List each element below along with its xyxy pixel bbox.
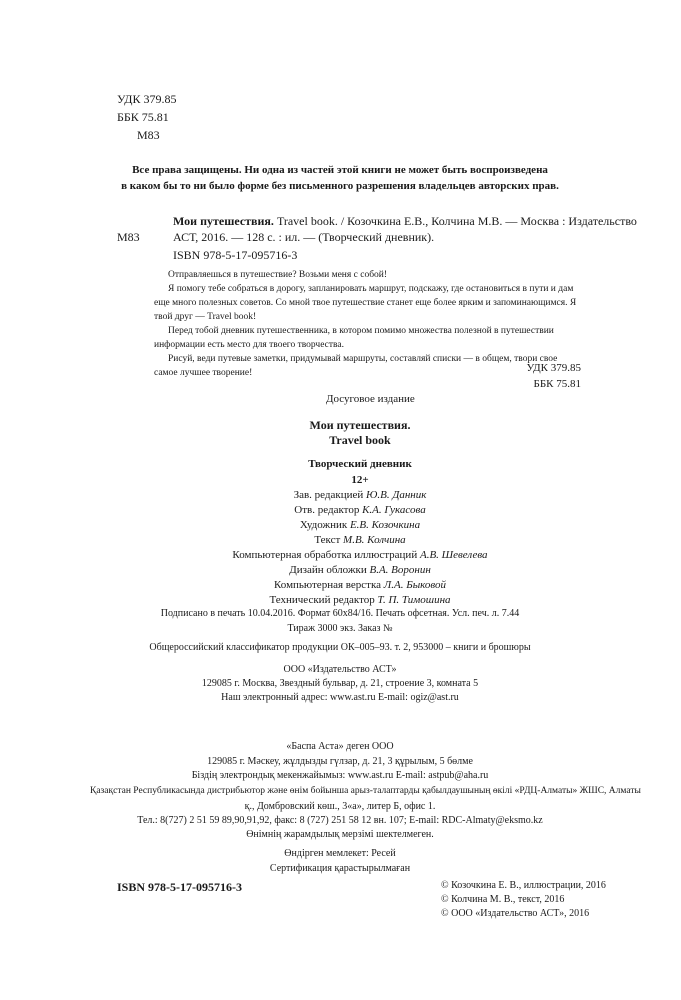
copyright-line: © ООО «Издательство АСТ», 2016 (441, 908, 590, 919)
kz-certification: Сертификация қарастырылмаған (269, 863, 411, 874)
edition-type: Досуговое издание (326, 393, 415, 405)
kz-distributor-line-2: қ., Домбровский көш., 3«а», литер Б, офис 1. (244, 801, 436, 812)
bibliographic-line-1 (173, 214, 637, 229)
kz-shelf-life: Өнімнің жарамдылық мерзімі шектелмеген. (246, 829, 434, 840)
bibliographic-isbn: ISBN 978-5-17-095716-3 (173, 248, 298, 262)
right-bbk-code: ББК 75.81 (533, 378, 581, 390)
series-name: Творческий дневник (308, 458, 412, 470)
credit-line: Технический редактор Т. П. Тимошина (269, 594, 451, 606)
rights-notice-line-1: Все права защищены. Ни одна из частей этой книги не может быть воспроизведена (132, 164, 548, 176)
bibliographic-line-2: АСТ, 2016. — 128 с. : ил. — (Творческий дневник). (173, 230, 435, 244)
udk-code: УДК 379.85 (117, 92, 177, 106)
credit-line: Текст М.В. Колчина (314, 534, 406, 546)
age-rating: 12+ (351, 474, 369, 486)
kz-publisher-name: «Баспа Аста» деген ООО (286, 741, 394, 752)
credits-list (160, 488, 560, 608)
publisher-address: 129085 г. Москва, Звездный бульвар, д. 21, строение 3, комната 5 (201, 678, 479, 689)
annotation-paragraph: Отправляешься в путешествие? Возьми меня с собой! (168, 270, 388, 280)
book-title-line-2: Travel book (329, 433, 391, 447)
credit-line: Художник Е.В. Козочкина (299, 519, 421, 531)
bibliographic-authors: Travel book. / Козочкина Е.В., Колчина М.В. — Москва : Издательство (273, 214, 637, 228)
book-title-line-1: Мои путешествия. (309, 418, 411, 432)
right-udk-code: УДК 379.85 (526, 362, 581, 374)
print-signed-line: Подписано в печать 10.04.2016. Формат 60x84/16. Печать офсетная. Усл. печ. л. 7.44 (160, 608, 520, 619)
credit-line: Дизайн обложки В.А. Воронин (289, 564, 431, 576)
print-run-line: Тираж 3000 экз. Заказ № (287, 623, 393, 634)
kz-publisher-address: 129085 г. Мәскеу, жұлдызды гүлзар, д. 21, 3 құрылым, 5 бөлме (207, 756, 473, 767)
credit-line: Компьютерная верстка Л.А. Быковой (273, 579, 446, 591)
copyright-line: © Козочкина Е. В., иллюстрации, 2016 (441, 880, 606, 891)
kz-country: Өндірген мемлекет: Ресей (284, 848, 396, 859)
kz-publisher-web: Біздің электрондық мекенжайымыз: www.ast.ru E-mail: astpub@aha.ru (191, 770, 489, 781)
bibliographic-title: Мои путешествия. (173, 214, 274, 228)
credit-line: Зав. редакцией Ю.В. Данник (293, 489, 427, 501)
rights-notice-line-2: в каком бы то ни было форме без письменного разрешения владельцев авторских прав. (121, 180, 559, 192)
footer-isbn: ISBN 978-5-17-095716-3 (117, 880, 242, 894)
credit-line: Отв. редактор К.А. Гукасова (294, 504, 426, 516)
annotation-paragraph: Перед тобой дневник путешественника, в котором помимо множества полезной в путешествии информации есть место для твоего творчества. (154, 326, 554, 350)
bbk-code: ББК 75.81 (117, 110, 169, 124)
kz-distributor-line-1: Қазақстан Республикасында дистрибьютор және өнім бойынша арыз-талаптарды қабылдаушының өкілі «РДЦ-Алматы» ЖШС, Алматы (90, 786, 641, 796)
credit-line: Компьютерная обработка иллюстраций А.В. Шевелева (232, 549, 488, 561)
publisher-web: Наш электронный адрес: www.ast.ru E-mail: ogiz@ast.ru (221, 692, 459, 703)
author-mark: М83 (137, 128, 160, 142)
annotation (154, 268, 580, 380)
annotation-paragraph: Я помогу тебе собраться в дорогу, запланировать маршрут, подскажу, где остановиться в пути и дам еще много полезных советов. Со мной твое путешествие станет еще более ярким и запоминающимся. Я твой друг — Travel book! (154, 284, 577, 322)
kz-contacts: Тел.: 8(727) 2 51 59 89,90,91,92, факс: 8 (727) 251 58 12 вн. 107; E-mail: RDC-Almaty@eksmo.kz (137, 815, 543, 826)
product-classifier: Общероссийский классификатор продукции ОК–005–93. т. 2, 953000 – книги и брошюры (149, 642, 531, 653)
annotation-paragraph: Рисуй, веди путевые заметки, придумывай маршруты, составляй списки — в общем, твори свое самое лучшее творение! (154, 354, 558, 378)
copyright-line: © Колчина М. В., текст, 2016 (441, 894, 565, 905)
publisher-name: ООО «Издательство АСТ» (283, 664, 397, 675)
bibliographic-side-mark: М83 (117, 230, 140, 244)
